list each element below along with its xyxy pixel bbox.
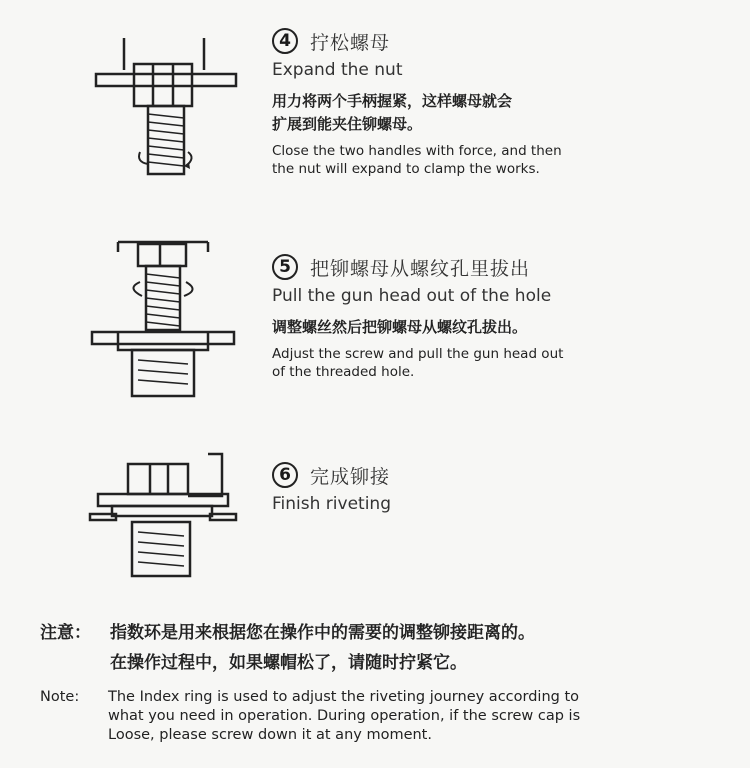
step-4-heading xyxy=(272,26,562,56)
step-5-title-en: Pull the gun head out of the hole xyxy=(272,286,552,306)
step-5-desc-en-line-1: Adjust the screw and pull the gun head out xyxy=(272,346,564,362)
note-en-label: Note: xyxy=(40,689,80,705)
note-en-line-2: what you need in operation. During operation, if the screw cap is xyxy=(108,708,581,724)
step-5-desc-zh-line-1: 调整螺丝然后把铆螺母从螺纹孔拔出。 xyxy=(272,318,528,336)
step-6-number: 6 xyxy=(272,462,298,488)
step-4-desc-en-line-1: Close the two handles with force, and then xyxy=(272,143,562,159)
note-zh xyxy=(40,618,730,678)
step-6-title-zh: 完成铆接 xyxy=(310,465,391,488)
step-6-title-en: Finish riveting xyxy=(272,494,391,514)
pull-gun-head-illustration xyxy=(88,240,238,400)
step-4-desc-en-line-2: the nut will expand to clamp the works. xyxy=(272,161,540,177)
step-4-title-zh: 拧松螺母 xyxy=(310,31,391,54)
step-4-number: 4 xyxy=(272,28,298,54)
step-5-heading xyxy=(272,252,563,282)
note-zh-line-1: 指数环是用来根据您在操作中的需要的调整铆接距离的。 xyxy=(110,623,535,643)
note-en-body xyxy=(108,688,580,745)
step-4-desc-zh-line-1: 用力将两个手柄握紧，这样螺母就会 xyxy=(272,92,513,110)
step-4-desc-zh xyxy=(272,90,562,136)
step-5-desc-zh xyxy=(272,316,563,339)
note-en-line-1: The Index ring is used to adjust the riveting journey according to xyxy=(108,689,580,705)
note-section xyxy=(40,618,730,745)
note-zh-line-2: 在操作过程中，如果螺帽松了，请随时拧紧它。 xyxy=(110,653,467,673)
note-en-line-3: Loose, please screw down it at any moment. xyxy=(108,727,432,743)
note-zh-body xyxy=(110,618,535,678)
note-zh-label: 注意： xyxy=(40,623,91,643)
finish-riveting-illustration xyxy=(88,450,238,580)
step-6-heading xyxy=(272,460,391,490)
step-4-desc-en xyxy=(272,142,562,178)
step-5-number: 5 xyxy=(272,254,298,280)
step-5-desc-en-line-2: of the threaded hole. xyxy=(272,364,415,380)
step-5-title-zh: 把铆螺母从螺纹孔里拔出 xyxy=(310,257,531,280)
step-5-desc-en xyxy=(272,345,563,381)
expand-nut-illustration xyxy=(88,34,238,184)
note-en xyxy=(40,688,730,745)
step-4-desc-zh-line-2: 扩展到能夹住铆螺母。 xyxy=(272,115,423,133)
step-4-title-en: Expand the nut xyxy=(272,60,403,80)
